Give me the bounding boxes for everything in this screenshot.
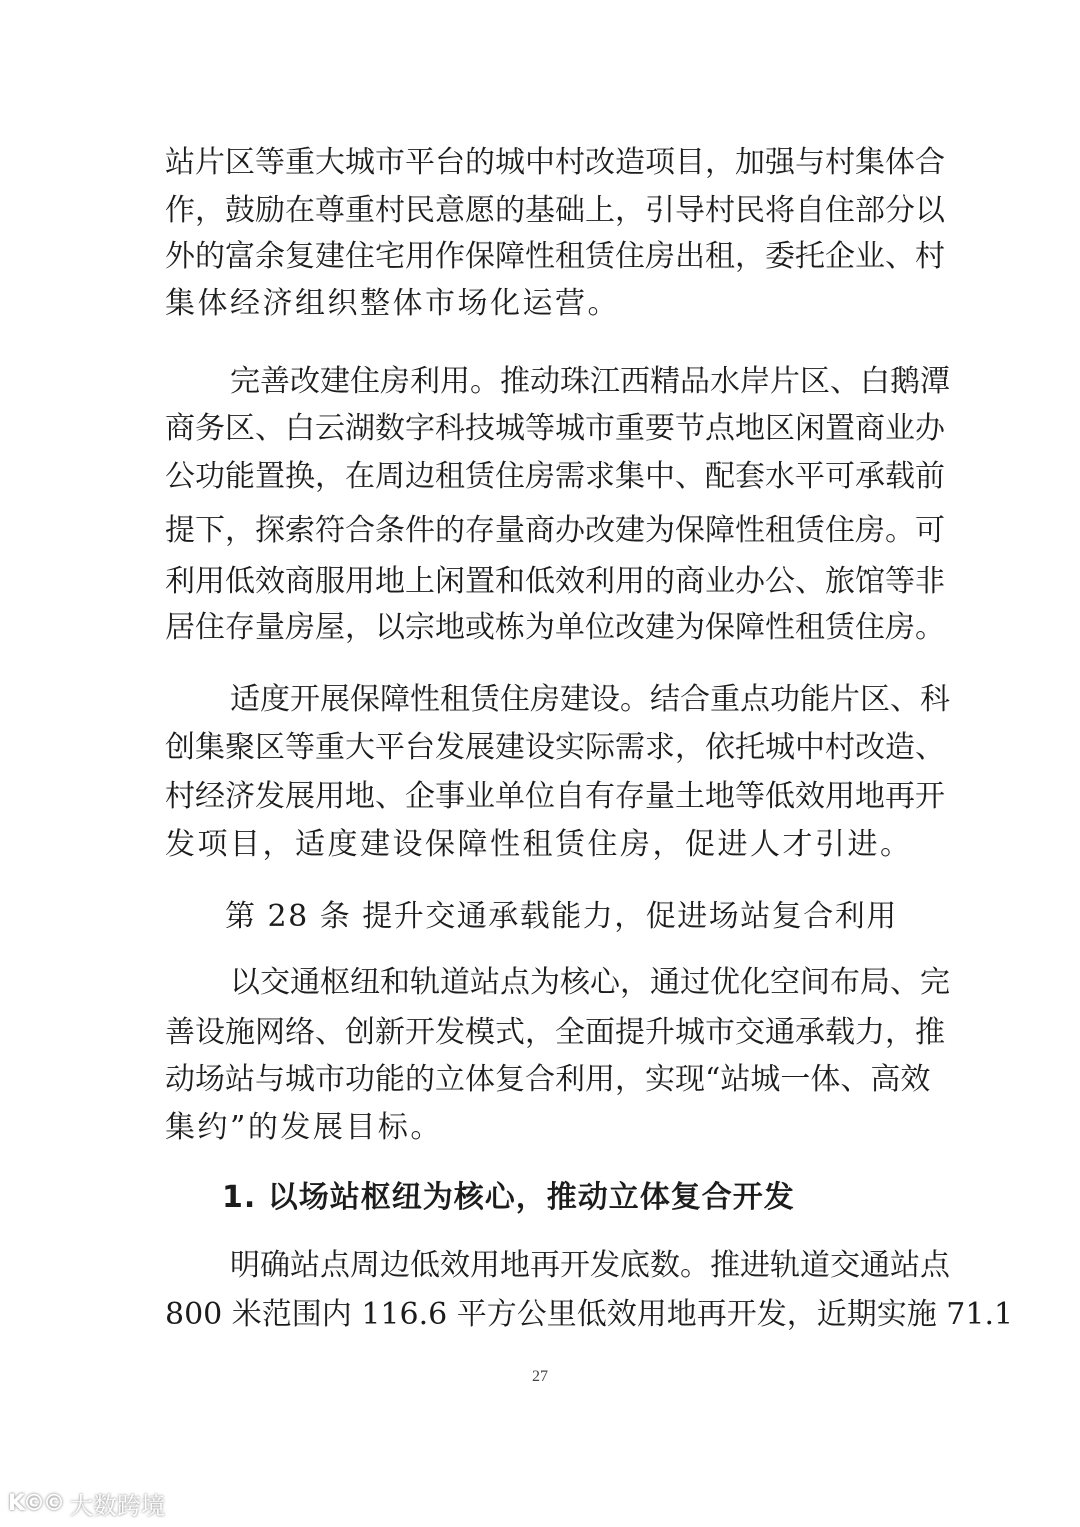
paragraph-3-line-1: 适度开展保障性租赁住房建设。结合重点功能片区、科	[230, 682, 950, 717]
paragraph-2-line-5: 利用低效商服用地上闲置和低效利用的商业办公、旅馆等非	[165, 564, 945, 599]
page-number: 27	[532, 1368, 548, 1385]
paragraph-2-line-4: 提下，探索符合条件的存量商办改建为保障性租赁住房。可	[165, 513, 945, 548]
watermark-logo-icon: K©©	[8, 1490, 64, 1516]
paragraph-5-line-1: 明确站点周边低效用地再开发底数。推进轨道交通站点	[230, 1248, 950, 1283]
paragraph-1-line-1: 站片区等重大城市平台的城中村改造项目，加强与村集体合	[165, 145, 945, 180]
paragraph-2-line-2: 商务区、白云湖数字科技城等城市重要节点地区闲置商业办	[165, 411, 945, 446]
watermark	[8, 1488, 165, 1518]
paragraph-1-line-3: 外的富余复建住宅用作保障性租赁住房出租，委托企业、村	[165, 239, 945, 274]
paragraph-4-line-1: 以交通枢纽和轨道站点为核心，通过优化空间布局、完	[230, 965, 950, 1000]
paragraph-5-line-2: 800 米范围内 116.6 平方公里低效用地再开发，近期实施 71.1	[165, 1297, 1014, 1332]
paragraph-2-line-6: 居住存量房屋，以宗地或栋为单位改建为保障性租赁住房。	[165, 610, 945, 645]
paragraph-4-line-3: 动场站与城市功能的立体复合利用，实现“站城一体、高效	[165, 1062, 931, 1097]
article-28-title: 第 28 条 提升交通承载能力，促进场站复合利用	[225, 899, 898, 934]
paragraph-3-line-3: 村经济发展用地、企事业单位自有存量土地等低效用地再开	[165, 779, 945, 814]
paragraph-3-line-4: 发项目，适度建设保障性租赁住房，促进人才引进。	[165, 827, 913, 862]
paragraph-1-line-2: 作，鼓励在尊重村民意愿的基础上，引导村民将自住部分以	[165, 193, 945, 228]
paragraph-4-line-2: 善设施网络、创新开发模式，全面提升城市交通承载力，推	[165, 1015, 945, 1050]
paragraph-2-line-3: 公功能置换，在周边租赁住房需求集中、配套水平可承载前	[165, 459, 945, 494]
paragraph-4-line-4: 集约”的发展目标。	[165, 1110, 443, 1145]
watermark-text: 大数跨境	[69, 1491, 166, 1520]
paragraph-3-line-2: 创集聚区等重大平台发展建设实际需求，依托城中村改造、	[165, 730, 945, 765]
paragraph-1-line-4: 集体经济组织整体市场化运营。	[165, 286, 620, 321]
paragraph-2-line-1: 完善改建住房利用。推动珠江西精品水岸片区、白鹅潭	[230, 364, 950, 399]
section-1-heading: 1. 以场站枢纽为核心，推动立体复合开发	[222, 1180, 795, 1215]
